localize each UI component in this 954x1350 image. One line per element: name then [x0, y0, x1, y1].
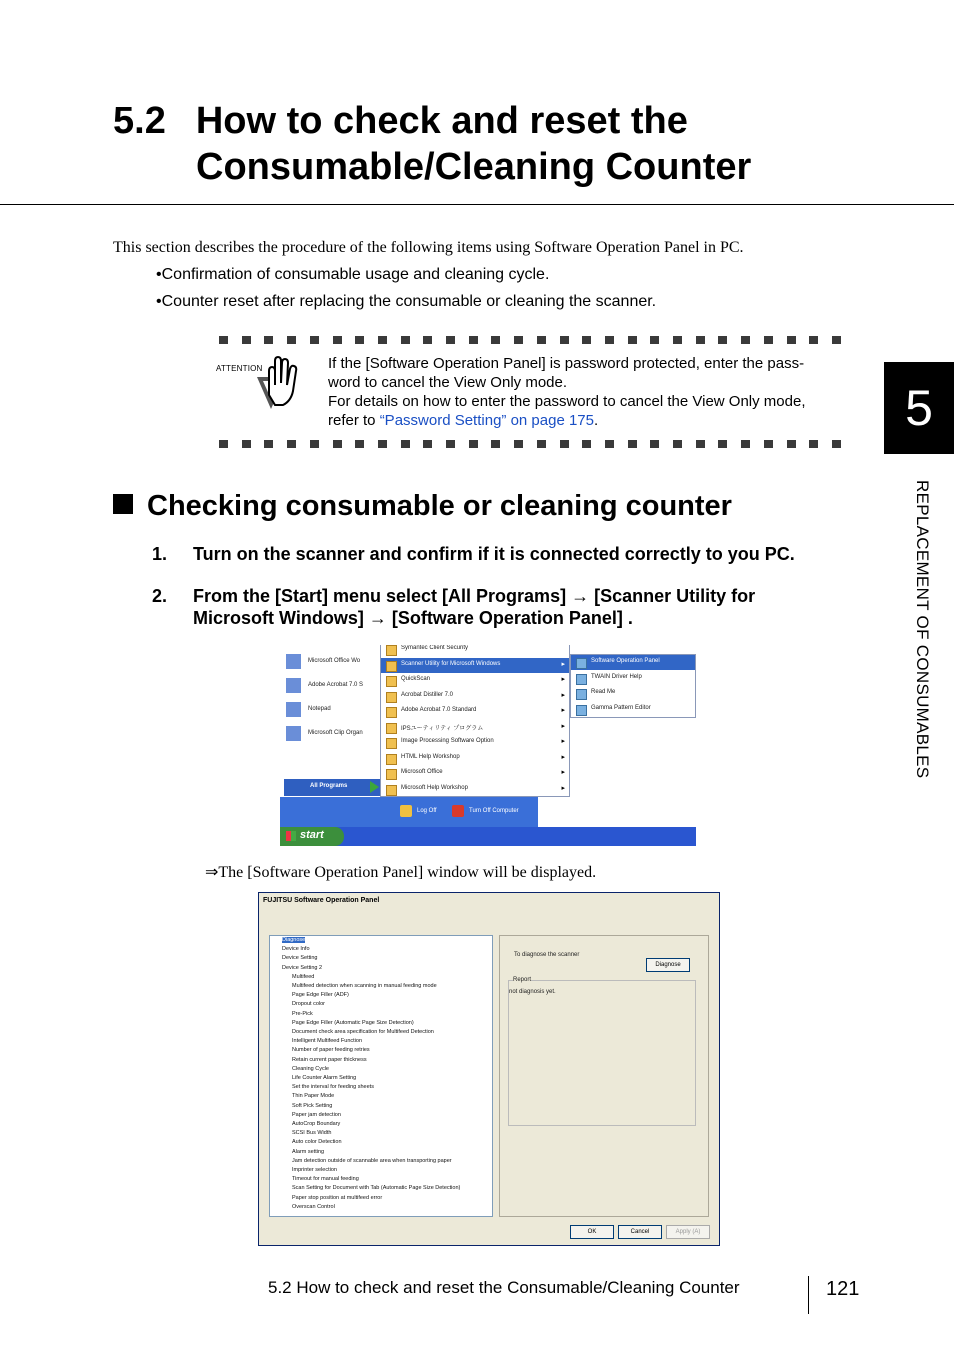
border-dot — [673, 336, 682, 344]
submenu-arrow-icon: ▸ — [561, 784, 565, 792]
submenu-arrow-icon: ▸ — [561, 691, 565, 699]
software-operation-panel-window — [258, 892, 720, 1246]
submenu-item[interactable]: TWAIN Driver Help — [571, 671, 695, 686]
side-label: REPLACEMENT OF CONSUMABLES — [913, 480, 932, 779]
folder-icon — [386, 723, 397, 734]
start-button[interactable]: start — [280, 827, 344, 846]
settings-tree — [269, 935, 493, 1217]
border-dot — [378, 440, 387, 448]
start-menu-item[interactable]: Adobe Acrobat 7.0 S — [286, 677, 378, 695]
result-text: ⇒The [Software Operation Panel] window will be displayed. — [205, 864, 597, 881]
border-dot — [537, 440, 546, 448]
footer-divider — [808, 1276, 809, 1314]
folder-icon — [386, 738, 397, 749]
tree-item[interactable]: Document check area specification for Multifeed Detection — [292, 1029, 434, 1035]
border-dot — [514, 440, 523, 448]
start-menu-screenshot — [280, 645, 696, 846]
border-dot — [650, 440, 659, 448]
border-dot — [264, 336, 273, 344]
submenu-item[interactable]: Gamma Pattern Editor — [571, 702, 695, 717]
border-dot — [469, 440, 478, 448]
submenu-item[interactable]: Read Me — [571, 686, 695, 701]
folder-icon — [386, 645, 397, 656]
border-dot — [423, 336, 432, 344]
submenu-arrow-icon: ▸ — [561, 707, 565, 714]
app-icon — [576, 658, 587, 669]
border-dot — [628, 336, 637, 344]
attention-hand-icon — [255, 355, 303, 411]
program-icon — [286, 654, 301, 669]
programs-menu — [380, 645, 570, 797]
tree-item[interactable]: Device Info — [282, 946, 310, 953]
border-dot — [446, 336, 455, 344]
submenu-arrow-icon: ▸ — [561, 676, 565, 683]
border-dot — [560, 336, 569, 344]
border-dot — [718, 440, 727, 448]
border-dot — [718, 336, 727, 344]
bullet-2: •Counter reset after replacing the consumable or cleaning the scanner. — [156, 293, 657, 310]
border-dot — [423, 440, 432, 448]
border-dot — [446, 440, 455, 448]
window-titlebar: FUJITSU Software Operation Panel — [259, 893, 719, 913]
border-dot — [741, 440, 750, 448]
power-icon — [452, 805, 464, 817]
step-2-text: From the [Start] menu select [All Programs] → [Scanner Utility for Microsoft Windows] → [Software Operation Panel] . — [193, 586, 756, 628]
tree-item[interactable]: Number of paper feeding retries — [292, 1047, 370, 1054]
tree-item[interactable]: Life Counter Alarm Setting — [292, 1075, 357, 1081]
tree-item[interactable]: Device Setting — [282, 955, 318, 962]
report-group: Report not diagnosis yet. — [508, 980, 696, 1126]
border-dot — [264, 440, 273, 448]
tree-item[interactable]: Diagnose — [282, 937, 306, 943]
border-dot — [310, 440, 319, 448]
arrow-icon — [370, 781, 379, 793]
diagnose-panel: To diagnose the scanner Diagnose Report not diagnosis yet. — [499, 935, 709, 1217]
border-dot — [582, 440, 591, 448]
border-dot — [310, 336, 319, 344]
tree-item[interactable]: Alarm setting — [292, 1148, 325, 1155]
attention-top-border — [219, 336, 847, 344]
border-dot — [242, 440, 251, 448]
folder-icon — [386, 676, 397, 687]
folder-icon — [386, 785, 397, 796]
attention-bottom-border — [219, 440, 847, 448]
windows-logo-icon — [286, 831, 296, 841]
border-dot — [605, 336, 614, 344]
tree-item[interactable]: Intelligent Multifeed Function — [292, 1038, 363, 1045]
scanner-utility-submenu — [570, 654, 696, 718]
step-1-number: 1. — [152, 544, 168, 564]
border-dot — [355, 440, 364, 448]
border-dot — [787, 440, 796, 448]
programs-menu-item[interactable]: Adobe Acrobat 7.0 Standard ▸ — [381, 704, 569, 719]
tree-item[interactable]: Page Edge Filler (ADF) — [292, 992, 349, 999]
tree-item[interactable]: Device Setting 2 — [282, 964, 323, 971]
tree-item[interactable]: Dropout color — [292, 1001, 326, 1008]
programs-menu-item[interactable]: Acrobat Distiller 7.0 ▸ — [381, 689, 569, 704]
attention-text: If the [Software Operation Panel] is password protected, enter the pass- word to cancel the View Only mode. For details on how to enter the password to cancel the View Only mode, refer to “Password Setting” on page 175. — [328, 355, 806, 429]
submenu-arrow-icon: ▸ — [561, 738, 565, 745]
programs-menu-item[interactable]: QuickScan ▸ — [381, 673, 569, 688]
program-icon — [286, 702, 301, 717]
programs-menu-item[interactable]: Image Processing Software Option ▸ — [381, 735, 569, 750]
password-setting-link[interactable]: “Password Setting” on page 175 — [379, 412, 594, 429]
border-dot — [764, 336, 773, 344]
border-dot — [287, 336, 296, 344]
heading-line1: How to check and reset the — [195, 100, 688, 142]
border-dot — [537, 336, 546, 344]
border-dot — [355, 336, 364, 344]
submenu-arrow-icon: ▸ — [561, 769, 565, 776]
tree-item[interactable]: Multifeed detection when scanning in manual feeding mode — [292, 983, 437, 989]
border-dot — [401, 440, 410, 448]
intro-text: This section describes the procedure of the following items using Software Operation Panel in PC. — [113, 239, 744, 256]
border-dot — [582, 336, 591, 344]
tree-item[interactable]: Scan Setting for Document with Tab (Automatic Page Size Detection) — [292, 1185, 461, 1192]
border-dot — [764, 440, 773, 448]
tree-item[interactable]: Set the interval for feeding sheets — [292, 1084, 374, 1091]
border-dot — [219, 336, 228, 344]
border-dot — [491, 336, 500, 344]
programs-menu-item[interactable]: Scanner Utility for Microsoft Windows ▸ — [381, 658, 569, 673]
programs-menu-item[interactable]: HTML Help Workshop ▸ — [381, 751, 569, 766]
border-dot — [560, 440, 569, 448]
bullet-1: •Confirmation of consumable usage and cleaning cycle. — [156, 266, 550, 283]
section-title: Checking consumable or cleaning counter — [113, 490, 732, 523]
diagnose-button[interactable]: Diagnose — [646, 958, 690, 972]
border-dot — [469, 336, 478, 344]
border-dot — [605, 440, 614, 448]
folder-icon — [386, 769, 397, 780]
folder-icon — [386, 754, 397, 765]
ok-button[interactable]: OK — [570, 1225, 614, 1239]
tree-item[interactable]: Auto color Detection — [292, 1139, 342, 1146]
attention-label: ATTENTION — [216, 364, 263, 373]
border-dot — [696, 440, 705, 448]
border-dot — [696, 336, 705, 344]
border-dot — [333, 440, 342, 448]
program-icon — [286, 726, 301, 741]
programs-menu-item[interactable]: Microsoft Office ▸ — [381, 766, 569, 781]
border-dot — [401, 336, 410, 344]
submenu-arrow-icon: ▸ — [561, 722, 565, 730]
tree-item[interactable]: Imprinter selection — [292, 1167, 337, 1173]
border-dot — [219, 440, 228, 448]
border-dot — [333, 336, 342, 344]
tree-item[interactable]: Pre-Pick — [292, 1010, 313, 1017]
border-dot — [378, 336, 387, 344]
folder-icon — [386, 692, 397, 703]
tree-item[interactable]: Jam detection outside of scannable area when transporting paper — [292, 1157, 452, 1164]
border-dot — [741, 336, 750, 344]
app-icon — [576, 689, 587, 700]
border-dot — [491, 440, 500, 448]
programs-menu-item[interactable]: Microsoft Help Workshop ▸ — [381, 782, 569, 797]
tree-item[interactable]: Overscan Control — [292, 1203, 335, 1210]
submenu-item[interactable]: Software Operation Panel — [571, 655, 695, 670]
key-icon — [400, 805, 412, 817]
folder-icon — [386, 707, 397, 718]
tree-item[interactable]: Cleaning Cycle — [292, 1065, 329, 1072]
app-icon — [576, 705, 587, 716]
border-dot — [673, 440, 682, 448]
all-programs-button[interactable]: All Programs — [284, 779, 380, 796]
tree-item[interactable]: Multifeed — [292, 973, 315, 980]
cancel-button[interactable]: Cancel — [618, 1225, 662, 1239]
log-off-button[interactable]: Log Off — [398, 804, 446, 820]
tree-item[interactable]: Paper stop position at multifeed error — [292, 1194, 383, 1201]
border-dot — [832, 336, 841, 344]
tree-item[interactable]: Page Edge Filler (Automatic Page Size Detection) — [292, 1019, 414, 1026]
folder-icon — [386, 661, 397, 672]
border-dot — [809, 336, 818, 344]
programs-menu-item[interactable]: Symantec Client Security — [381, 645, 569, 657]
page-number: 121 — [826, 1278, 860, 1300]
tree-item[interactable]: Retain current paper thickness — [292, 1056, 367, 1063]
tree-item[interactable]: Timeout for manual feeding — [292, 1176, 359, 1183]
start-menu-item[interactable]: Notepad — [286, 701, 378, 719]
border-dot — [650, 336, 659, 344]
tree-item[interactable]: Paper jam detection — [292, 1111, 341, 1118]
step-1-text: Turn on the scanner and confirm if it is connected correctly to you PC. — [193, 544, 795, 564]
submenu-arrow-icon: ▸ — [561, 753, 565, 761]
start-menu-item[interactable]: Microsoft Clip Organ — [286, 725, 378, 743]
border-dot — [787, 336, 796, 344]
footer-text: 5.2 How to check and reset the Consumable/Cleaning Counter — [268, 1278, 740, 1297]
submenu-arrow-icon: ▸ — [561, 660, 565, 668]
turn-off-button[interactable]: Turn Off Computer — [450, 804, 536, 820]
app-icon — [576, 674, 587, 685]
heading-number: 5.2 — [113, 100, 166, 142]
apply-button[interactable]: Apply (A) — [666, 1225, 710, 1239]
chapter-heading — [113, 98, 688, 144]
tree-item[interactable]: SCSI Bus Width — [292, 1130, 332, 1137]
start-menu-item[interactable]: Microsoft Office Wo — [286, 653, 378, 671]
program-icon — [286, 678, 301, 693]
heading-line2: Consumable/Cleaning Counter — [196, 146, 752, 188]
step-2-number: 2. — [152, 586, 168, 606]
border-dot — [832, 440, 841, 448]
border-dot — [628, 440, 637, 448]
tree-item[interactable]: AutoCrop Boundary — [292, 1121, 341, 1127]
border-dot — [809, 440, 818, 448]
programs-menu-item[interactable]: IPSユーティリティ プログラム ▸ — [381, 720, 569, 735]
heading-rule — [0, 204, 954, 205]
border-dot — [514, 336, 523, 344]
border-dot — [242, 336, 251, 344]
tree-item[interactable]: Soft Pick Setting — [292, 1102, 333, 1109]
tree-item[interactable]: Thin Paper Mode — [292, 1093, 335, 1100]
border-dot — [287, 440, 296, 448]
chapter-tab: 5 — [884, 362, 954, 454]
